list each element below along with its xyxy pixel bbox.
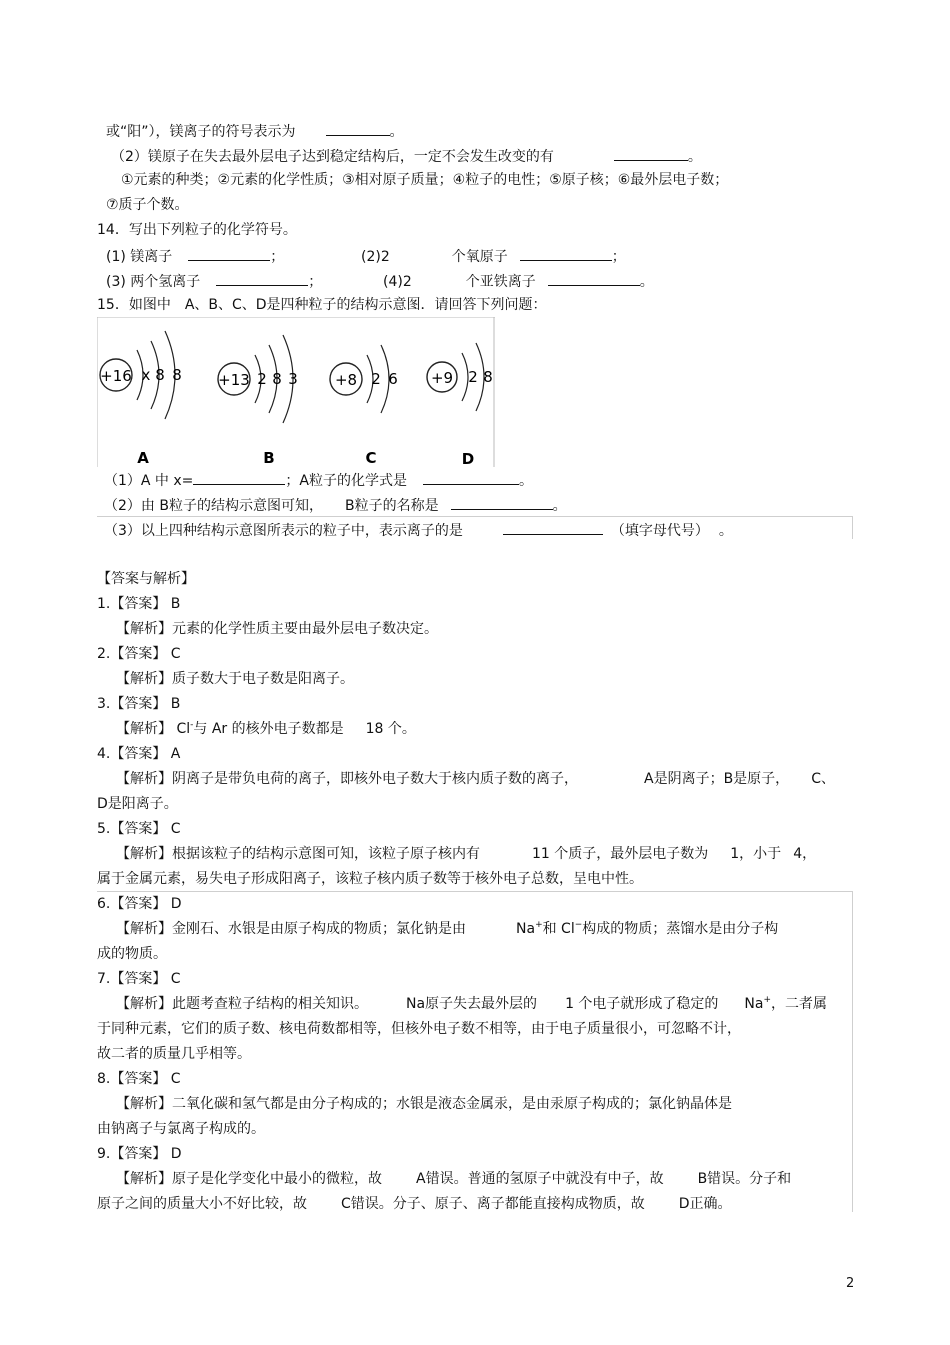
explanation-line: 【解析】质子数大于电子数是阳离子。 [116,671,354,687]
atom-letter: C [365,449,377,467]
answer-line: 7.【答案】 C [97,971,181,987]
shell-count: 8 [155,366,165,384]
explanation-line: 【解析】根据该粒子的结构示意图可知，该粒子原子核内有 11 个质子，最外层电子数为 1，小于 4， [116,846,817,862]
text-line: （1）A 中 x= ；A粒子的化学式是 。 [104,470,533,490]
answer-line: 9.【答案】 D [97,1146,182,1162]
question-14-title: 14．写出下列粒子的化学符号。 [97,222,297,238]
shell-count: x [141,366,151,384]
text-line: (1) 镁离子 ； [106,246,284,266]
nucleus-label: +8 [334,371,358,389]
explanation-line: 原子之间的质量大小不好比较，故 C错误。分子、原子、离子都能直接构成物质，故 D正确。 [97,1196,732,1212]
atom-a [100,331,182,467]
atom-diagram-svg [97,317,495,467]
atom-letter: D [461,450,475,467]
explanation-line: 成的物质。 [97,946,167,962]
atom-structure-diagram [97,317,495,467]
shell-count: 6 [388,370,398,388]
text-line: ⑦质子个数。 [106,197,189,213]
text-line: (3) 两个氢离子 ； [106,271,322,291]
explanation-line: 【解析】此题考查粒子结构的相关知识。 Na原子失去最外层的 1 个电子就形成了稳定的 Na+，二者属 [116,995,828,1012]
text-line: (2)2 个氧原子 ； [361,246,626,266]
atom-b [218,335,298,467]
text-line: （3）以上四种结构示意图所表示的粒子中，表示离子的是 （填字母代号） 。 [104,520,733,540]
atom-letter: A [137,449,149,467]
answer-line: 4.【答案】 A [97,746,181,762]
explanation-line: 【解析】阴离子是带负电荷的离子，即核外电子数大于核内质子数的离子， A是阴离子；B是原子， C、 [116,771,835,787]
explanation-line: 【解析】二氧化碳和氢气都是由分子构成的；水银是液态金属汞，是由汞原子构成的；氯化钠晶体是 [116,1096,732,1112]
shell-count: 3 [288,370,298,388]
nucleus-label: +16 [100,367,132,385]
answer-line: 1.【答案】 B [97,596,181,612]
answer-blank[interactable] [216,271,308,286]
explanation-line: D是阳离子。 [97,796,178,812]
answers-heading: 【答案与解析】 [97,571,195,587]
answer-blank[interactable] [548,271,640,286]
explanation-line: 【解析】原子是化学变化中最小的微粒，故 A错误。普通的氢原子中就没有中子，故 B错误。分子和 [116,1171,792,1187]
answer-line: 5.【答案】 C [97,821,181,837]
explanation-line: 【解析】元素的化学性质主要由最外层电子数决定。 [116,621,438,637]
answer-blank[interactable] [423,470,519,485]
answer-blank[interactable] [503,520,603,535]
answer-blank[interactable] [451,495,553,510]
page-number: 2 [846,1276,855,1291]
nucleus-label: +13 [218,371,250,389]
atom-d [427,343,493,467]
text-line: ①元素的种类；②元素的化学性质；③相对原子质量；④粒子的电性；⑤原子核；⑥最外层电子数； [121,172,729,188]
shell-count: 8 [272,370,282,388]
nucleus-label: +9 [430,369,454,387]
text-line: (4)2 个亚铁离子 。 [383,271,654,291]
text-line: 或“阳”），镁离子的符号表示为 。 [106,121,404,141]
text-line: （2）镁原子在失去最外层电子达到稳定结构后，一定不会发生改变的有 。 [111,146,702,166]
explanation-line: 故二者的质量几乎相等。 [97,1046,251,1062]
explanation-line: 【解析】金刚石、水银是由原子构成的物质；氯化钠是由 Na+和 Cl−构成的物质；蒸馏水是由分子构 [116,920,779,937]
shell-count: 2 [371,370,381,388]
shell-count: 8 [483,368,493,386]
atom-letter: B [263,449,275,467]
answer-blank[interactable] [193,470,285,485]
text-line: （2）由 B粒子的结构示意图可知， B粒子的名称是 。 [104,495,567,515]
answer-blank[interactable] [614,146,688,161]
answer-line: 2.【答案】 C [97,646,181,662]
explanation-line: 【解析】 Cl-与 Ar 的核外电子数都是 18 个。 [116,720,416,737]
atom-c [330,345,398,467]
shell-count: 2 [468,368,478,386]
answer-blank[interactable] [326,121,390,136]
shell-count: 8 [172,366,182,384]
shell-count: 2 [257,370,267,388]
answer-blank[interactable] [520,246,612,261]
explanation-line: 于同种元素，它们的质子数、核电荷数都相等，但核外电子数不相等，由于电子质量很小，可忽略不计， [97,1021,741,1037]
answer-line: 8.【答案】 C [97,1071,181,1087]
question-15-title: 15．如图中 A、B、C、D是四种粒子的结构示意图．请回答下列问题： [97,297,547,313]
explanation-line: 由钠离子与氯离子构成的。 [97,1121,265,1137]
explanation-line: 属于金属元素，易失电子形成阳离子，该粒子核内质子数等于核外电子总数，呈电中性。 [97,871,643,887]
answer-line: 6.【答案】 D [97,896,182,912]
answer-line: 3.【答案】 B [97,696,181,712]
answer-blank[interactable] [188,246,270,261]
